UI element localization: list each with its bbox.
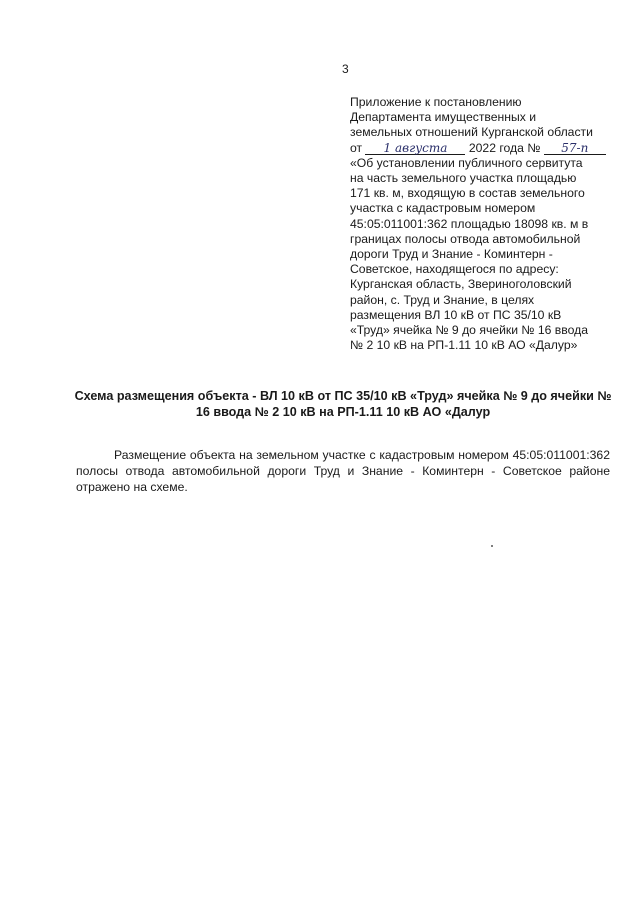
document-title: Схема размещения объекта - ВЛ 10 кВ от ПС 35/10 кВ «Труд» ячейка № 9 до ячейки № 16 ввода № 2 10 кВ на РП-1.11 10 кВ АО «Далур xyxy=(74,389,612,419)
appendix-line: участка с кадастровым номером xyxy=(350,201,536,216)
page-number: 3 xyxy=(342,62,349,76)
appendix-line: дороги Труд и Знание - Коминтерн - xyxy=(350,247,553,262)
appendix-line: «Об установлении публичного сервитута xyxy=(350,155,583,170)
appendix-line: «Труд» ячейка № 9 до ячейки № 16 ввода xyxy=(350,323,589,338)
year-text: 2022 года № xyxy=(468,140,541,155)
appendix-line: Курганская область, Звериноголовский xyxy=(350,277,572,292)
appendix-date-line xyxy=(350,141,612,156)
appendix-line: размещения ВЛ 10 кВ от ПС 35/10 кВ xyxy=(350,307,562,322)
appendix-line: Департамента имущественных и xyxy=(350,110,537,125)
appendix-line: на часть земельного участка площадью xyxy=(350,171,577,186)
appendix-line: границах полосы отвода автомобильной xyxy=(350,231,581,246)
from-label: от xyxy=(350,140,363,155)
appendix-header xyxy=(350,95,612,353)
appendix-line: район, с. Труд и Знание, в целях xyxy=(350,292,535,307)
scan-speck xyxy=(491,545,493,547)
appendix-line: Советское, находящегося по адресу: xyxy=(350,262,559,277)
handwritten-date: 1 августа xyxy=(365,143,465,155)
appendix-line: 171 кв. м, входящую в состав земельного xyxy=(350,186,585,201)
handwritten-number: 57-п xyxy=(544,143,606,155)
appendix-line: 45:05:011001:362 площадью 18098 кв. м в xyxy=(350,216,589,231)
appendix-line: земельных отношений Курганской области xyxy=(350,125,593,140)
appendix-line: № 2 10 кВ на РП-1.11 10 кВ АО «Далур» xyxy=(350,338,578,353)
body-paragraph: Размещение объекта на земельном участке с кадастровым номером 45:05:011001:362 полосы отвода автомобильной дороги Труд и Знание - Коминтерн - Советское районе отражено на схеме. xyxy=(76,448,610,494)
appendix-line: Приложение к постановлению xyxy=(350,95,522,109)
